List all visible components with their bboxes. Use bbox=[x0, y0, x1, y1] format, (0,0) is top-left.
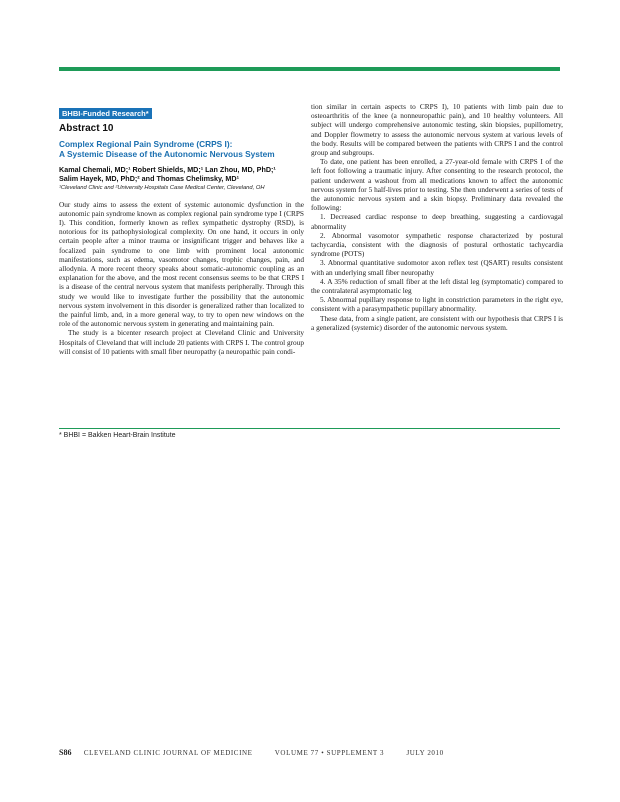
paragraph: These data, from a single patient, are consistent with our hypothesis that CRPS I is a generalized (systemic) disorder of the autonomic nervous system. bbox=[311, 313, 563, 332]
paragraph: tion similar in certain aspects to CRPS I), 10 patients with limb pain due to osteoarthritis of the knee (a nonneuropathic pain), and 10 healthy volunteers. All subject will undergo comprehensive autonomic testing, skin biopsies, pupillometry, and Doppler flowmetry to assess the autonomic nervous system at various levels of the body. Results will be compared between the patients with CRPS I and the control group and subgroups. bbox=[311, 102, 563, 158]
page-number: S86 bbox=[59, 748, 72, 757]
title-line-2: A Systemic Disease of the Autonomic Nervous System bbox=[59, 148, 275, 159]
list-item: 2. Abnormal vasomotor sympathetic response characterized by postural tachycardia, consistent with the diagnosis of postural orthostatic tachycardia syndrome (POTS) bbox=[311, 230, 563, 259]
list-item: 4. A 35% reduction of small fiber at the left distal leg (symptomatic) compared to the contralateral asymptomatic leg bbox=[311, 276, 563, 296]
funding-tag: BHBI-Funded Research* bbox=[59, 108, 152, 119]
footnote: * BHBI = Bakken Heart-Brain Institute bbox=[59, 432, 176, 439]
right-column bbox=[311, 102, 563, 332]
issue-date: JULY 2010 bbox=[406, 749, 444, 757]
list-item: 3. Abnormal quantitative sudomotor axon reflex test (QSART) results consistent with an underlying small fiber neuropathy bbox=[311, 258, 563, 277]
abstract-number: Abstract 10 bbox=[59, 123, 114, 134]
left-column bbox=[59, 103, 304, 356]
paragraph: Our study aims to assess the extent of systemic autonomic dysfunction in the autonomic pain syndrome known as complex regional pain syndrome type I (CRPS I). This condition, formerly known as reflex sympathetic dystrophy (RSD), is notorious for its pathophysiological complexity. On one hand, it occurs in only certain people after a minor trauma or insignificant trigger and behaves like a focalized pain syndrome to one limb with prominent local autonomic manifestations, such as edema, vasomotor changes, trophic changes, pain, and allodynia. A more recent theory speaks about somatic-autonomic coupling as an explanation for the above, and the most recent consensus seems to be that CRPS I is a disease of the central nervous system that manifests peripherally. Through this study we would like to investigate further the possibility that the autonomic nervous system involvement in this disorder is generalized rather than localized to the painful limb, and, in a more general way, to try to open new windows on the role of the autonomic nervous system in generating and maintaining pain. bbox=[59, 199, 304, 329]
top-rule bbox=[59, 67, 560, 71]
affiliation: ¹Cleveland Clinic and ²University Hospitals Case Medical Center, Cleveland, OH bbox=[59, 184, 265, 191]
authors-line-2: Salim Hayek, MD, PhD;² and Thomas Chelimsky, MD¹ bbox=[59, 174, 239, 184]
page-footer bbox=[59, 748, 444, 757]
abstract-title bbox=[59, 140, 304, 159]
journal-name: CLEVELAND CLINIC JOURNAL OF MEDICINE bbox=[83, 749, 253, 757]
paragraph: The study is a bicenter research project at Cleveland Clinic and University Hospitals of Cleveland that will include 20 patients with CRPS I. The control group will consist of 10 patients with small fiber neuropathy (a neuropathic pain condi- bbox=[59, 328, 304, 356]
footnote-rule bbox=[59, 428, 560, 429]
list-item: 5. Abnormal pupillary response to light in constriction parameters in the right eye, consistent with a parasympathetic pupillary abnormality. bbox=[311, 295, 563, 314]
title-line-1: Complex Regional Pain Syndrome (CRPS I): bbox=[59, 139, 233, 149]
authors bbox=[59, 165, 304, 183]
volume-info: VOLUME 77 • SUPPLEMENT 3 bbox=[274, 749, 385, 757]
left-body bbox=[59, 200, 304, 356]
paragraph: To date, one patient has been enrolled, a 27-year-old female with CRPS I of the left foot following a traumatic injury. After consenting to the research protocol, the patient underwent a washout from all medications known to affect the autonomic nervous system for 5 half-lives prior to testing. She then underwent a series of tests of the autonomic nervous system and a skin biopsy. Preliminary data revealed the following: bbox=[311, 157, 563, 213]
right-body bbox=[311, 102, 563, 332]
authors-line-1: Kamal Chemali, MD;¹ Robert Shields, MD;¹ Lan Zhou, MD, PhD;¹ bbox=[59, 165, 276, 175]
list-item: 1. Decreased cardiac response to deep breathing, suggesting a cardiovagal abnormality bbox=[311, 212, 563, 231]
